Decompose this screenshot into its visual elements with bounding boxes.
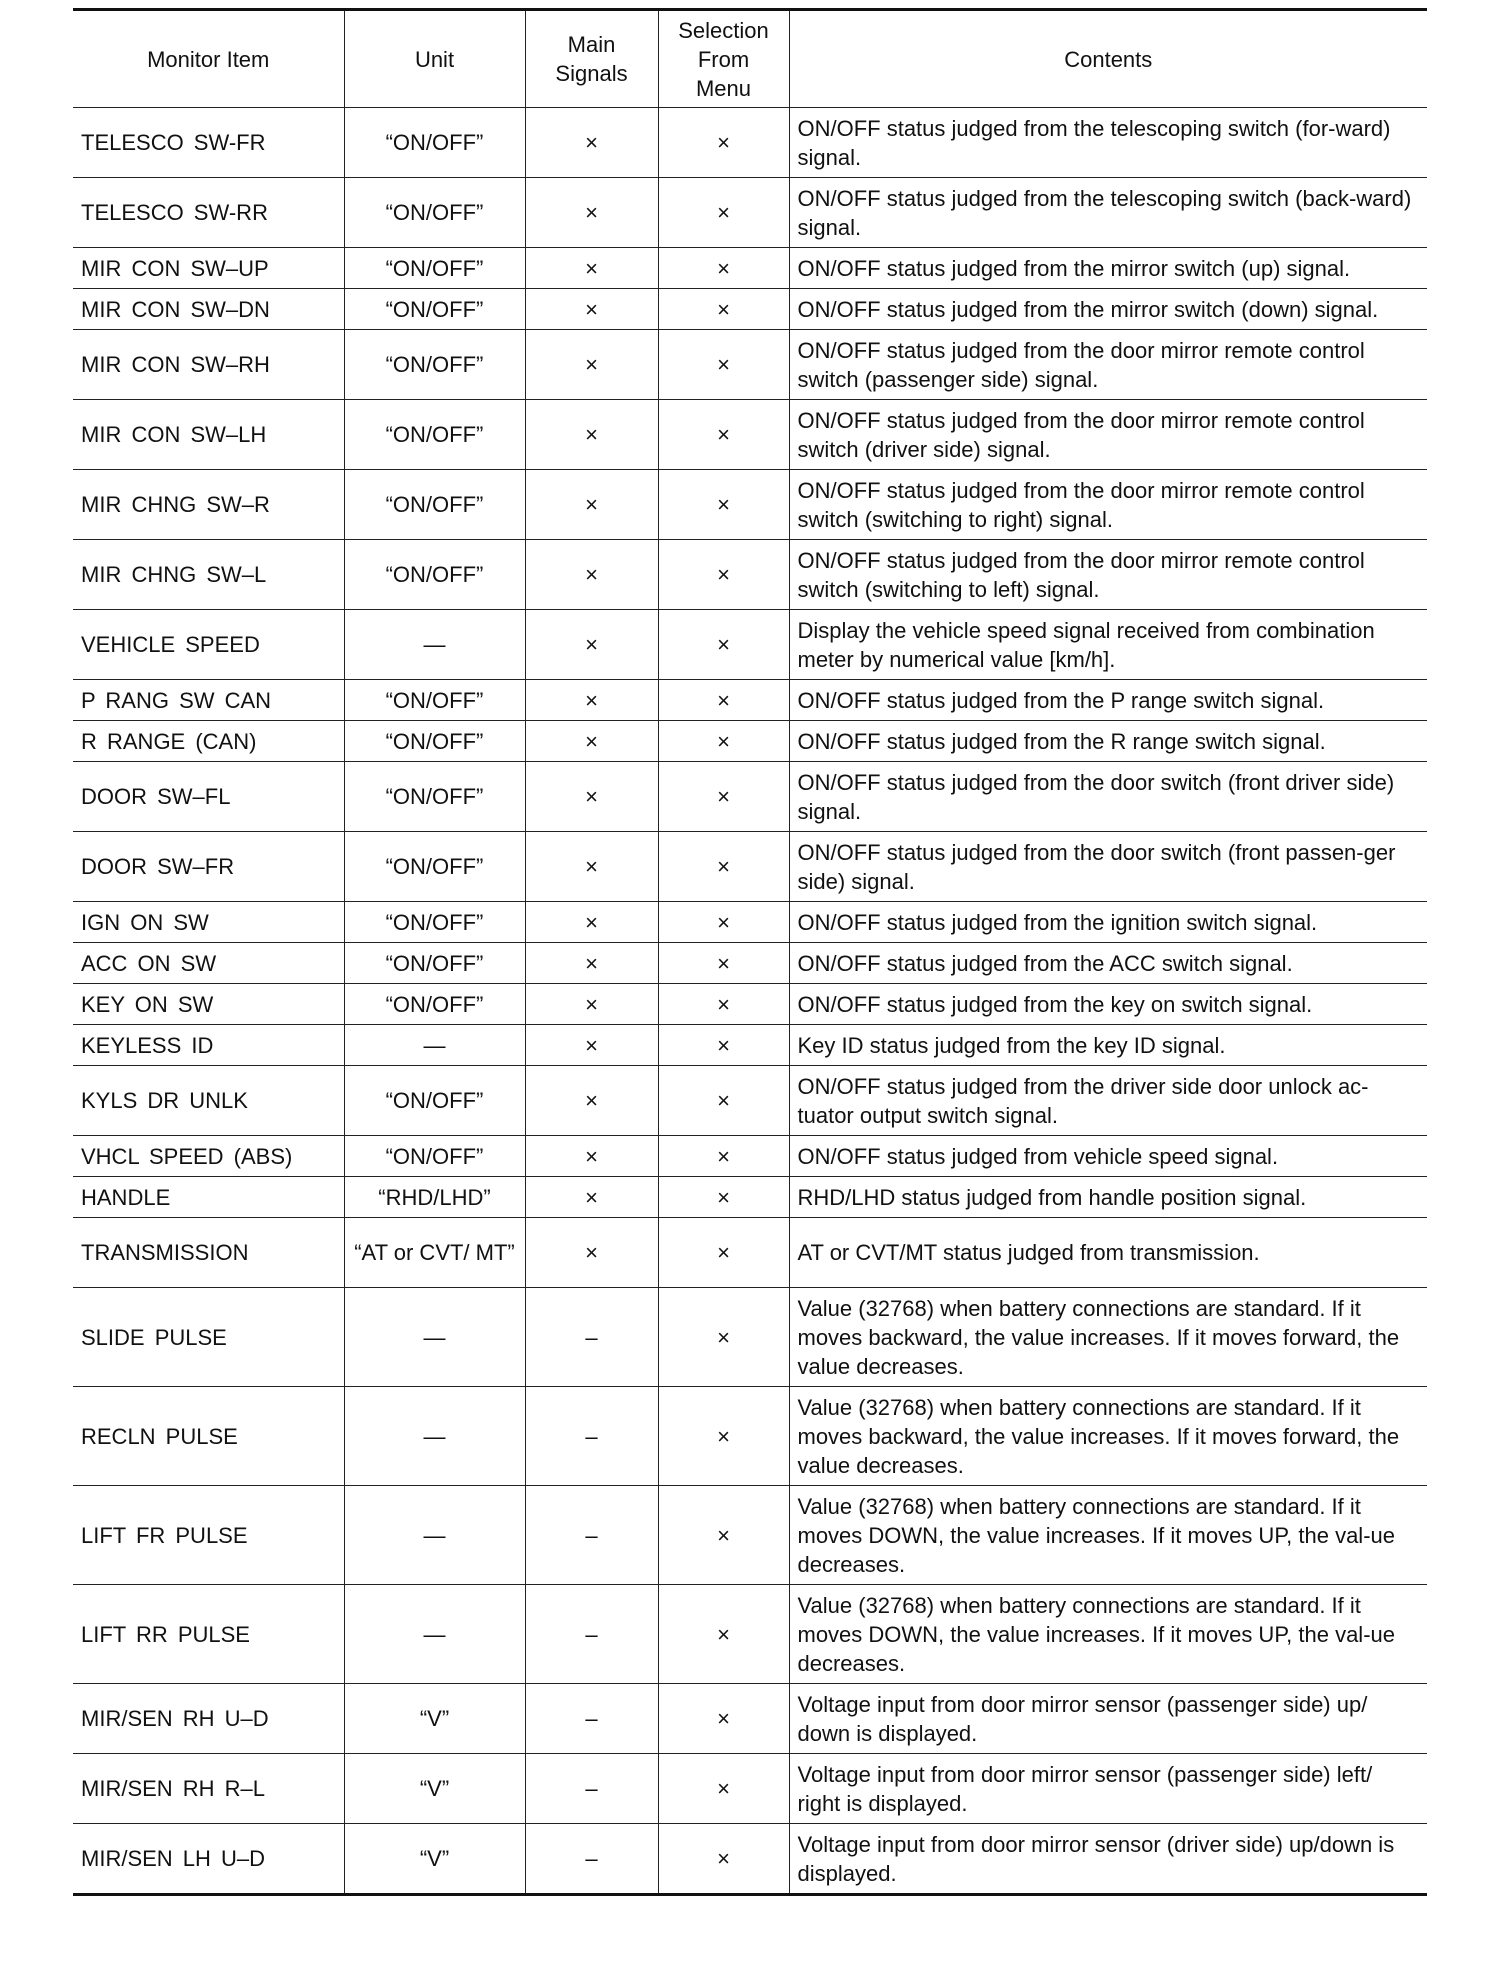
monitor-item-cell: KYLS DR UNLK <box>73 1066 344 1136</box>
main-signals-cell: × <box>525 540 658 610</box>
main-signals-cell: × <box>525 1177 658 1218</box>
selection-from-menu-cell: × <box>658 330 789 400</box>
main-signals-cell: × <box>525 108 658 178</box>
main-signals-cell: × <box>525 680 658 721</box>
contents-cell: RHD/LHD status judged from handle position signal. <box>789 1177 1427 1218</box>
main-signals-cell: × <box>525 610 658 680</box>
main-signals-cell: × <box>525 178 658 248</box>
monitor-item-cell: VEHICLE SPEED <box>73 610 344 680</box>
selection-from-menu-cell: × <box>658 470 789 540</box>
contents-cell: ON/OFF status judged from the ignition switch signal. <box>789 902 1427 943</box>
unit-cell: — <box>344 1387 525 1486</box>
contents-cell: Voltage input from door mirror sensor (passenger side) up/ down is displayed. <box>789 1684 1427 1754</box>
monitor-item-cell: IGN ON SW <box>73 902 344 943</box>
monitor-item-cell: DOOR SW–FL <box>73 762 344 832</box>
selection-from-menu-cell: × <box>658 1288 789 1387</box>
contents-cell: AT or CVT/MT status judged from transmission. <box>789 1218 1427 1288</box>
table-row <box>73 902 1427 943</box>
monitor-item-cell: SLIDE PULSE <box>73 1288 344 1387</box>
selection-from-menu-cell: × <box>658 1136 789 1177</box>
unit-cell: “V” <box>344 1754 525 1824</box>
unit-cell: “ON/OFF” <box>344 289 525 330</box>
main-signals-cell: – <box>525 1288 658 1387</box>
header-selection-line2: From <box>697 46 750 72</box>
contents-cell: ON/OFF status judged from the door mirror remote control switch (driver side) signal. <box>789 400 1427 470</box>
selection-from-menu-cell: × <box>658 1585 789 1684</box>
main-signals-cell: – <box>525 1387 658 1486</box>
header-unit: Unit <box>344 10 525 108</box>
main-signals-cell: × <box>525 762 658 832</box>
unit-cell: “ON/OFF” <box>344 680 525 721</box>
table-row <box>73 680 1427 721</box>
monitor-item-cell: RECLN PULSE <box>73 1387 344 1486</box>
selection-from-menu-cell: × <box>658 1387 789 1486</box>
table-row <box>73 1387 1427 1486</box>
selection-from-menu-cell: × <box>658 1824 789 1895</box>
contents-cell: Value (32768) when battery connections are standard. If it moves backward, the value increases. If it moves forward, the value decreases. <box>789 1288 1427 1387</box>
monitor-item-cell: P RANG SW CAN <box>73 680 344 721</box>
unit-cell: “ON/OFF” <box>344 984 525 1025</box>
selection-from-menu-cell: × <box>658 1025 789 1066</box>
unit-cell: “ON/OFF” <box>344 762 525 832</box>
table-body <box>73 108 1427 1895</box>
selection-from-menu-cell: × <box>658 248 789 289</box>
table-row <box>73 832 1427 902</box>
main-signals-cell: × <box>525 984 658 1025</box>
selection-from-menu-cell: × <box>658 178 789 248</box>
selection-from-menu-cell: × <box>658 762 789 832</box>
unit-cell: — <box>344 1486 525 1585</box>
unit-cell: “V” <box>344 1824 525 1895</box>
contents-cell: Value (32768) when battery connections are standard. If it moves DOWN, the value increases. If it moves UP, the val-ue decreases. <box>789 1585 1427 1684</box>
header-main-signals-line2: Signals <box>555 61 628 86</box>
selection-from-menu-cell: × <box>658 1684 789 1754</box>
header-selection-line1: Selection <box>678 17 769 43</box>
unit-cell: — <box>344 610 525 680</box>
contents-cell: Display the vehicle speed signal received from combination meter by numerical value [km/h]. <box>789 610 1427 680</box>
unit-cell: “ON/OFF” <box>344 721 525 762</box>
table-row <box>73 984 1427 1025</box>
contents-cell: Value (32768) when battery connections are standard. If it moves DOWN, the value increases. If it moves UP, the val-ue decreases. <box>789 1486 1427 1585</box>
monitor-item-cell: MIR/SEN RH U–D <box>73 1684 344 1754</box>
contents-cell: ON/OFF status judged from the door mirror remote control switch (switching to left) signal. <box>789 540 1427 610</box>
contents-cell: ON/OFF status judged from the mirror switch (down) signal. <box>789 289 1427 330</box>
monitor-item-cell: MIR CHNG SW–L <box>73 540 344 610</box>
monitor-item-cell: MIR CON SW–RH <box>73 330 344 400</box>
table-row <box>73 1684 1427 1754</box>
monitor-item-cell: KEYLESS ID <box>73 1025 344 1066</box>
monitor-item-cell: VHCL SPEED (ABS) <box>73 1136 344 1177</box>
table-row <box>73 1218 1427 1288</box>
unit-cell: “ON/OFF” <box>344 470 525 540</box>
table-row <box>73 1585 1427 1684</box>
monitor-item-cell: LIFT FR PULSE <box>73 1486 344 1585</box>
table-row <box>73 1486 1427 1585</box>
table-row <box>73 178 1427 248</box>
selection-from-menu-cell: × <box>658 902 789 943</box>
main-signals-cell: – <box>525 1486 658 1585</box>
selection-from-menu-cell: × <box>658 1177 789 1218</box>
main-signals-cell: – <box>525 1824 658 1895</box>
contents-cell: Value (32768) when battery connections are standard. If it moves backward, the value increases. If it moves forward, the value decreases. <box>789 1387 1427 1486</box>
contents-cell: ON/OFF status judged from the door mirror remote control switch (passenger side) signal. <box>789 330 1427 400</box>
monitor-item-cell: MIR CON SW–UP <box>73 248 344 289</box>
main-signals-cell: × <box>525 1136 658 1177</box>
table-row <box>73 762 1427 832</box>
monitor-item-cell: TELESCO SW-RR <box>73 178 344 248</box>
table-row <box>73 1136 1427 1177</box>
table-row <box>73 1754 1427 1824</box>
contents-cell: ON/OFF status judged from the door mirror remote control switch (switching to right) signal. <box>789 470 1427 540</box>
selection-from-menu-cell: × <box>658 400 789 470</box>
contents-cell: Voltage input from door mirror sensor (passenger side) left/ right is displayed. <box>789 1754 1427 1824</box>
contents-cell: Voltage input from door mirror sensor (driver side) up/down is displayed. <box>789 1824 1427 1895</box>
contents-cell: Key ID status judged from the key ID signal. <box>789 1025 1427 1066</box>
main-signals-cell: × <box>525 289 658 330</box>
selection-from-menu-cell: × <box>658 540 789 610</box>
monitor-item-cell: TRANSMISSION <box>73 1218 344 1288</box>
table-row <box>73 248 1427 289</box>
contents-cell: ON/OFF status judged from the telescoping switch (for-ward) signal. <box>789 108 1427 178</box>
monitor-item-cell: MIR CON SW–DN <box>73 289 344 330</box>
table-row <box>73 108 1427 178</box>
contents-cell: ON/OFF status judged from the door switch (front passen-ger side) signal. <box>789 832 1427 902</box>
monitor-item-cell: R RANGE (CAN) <box>73 721 344 762</box>
contents-cell: ON/OFF status judged from the mirror switch (up) signal. <box>789 248 1427 289</box>
header-main-signals-line1: Main <box>567 32 616 57</box>
unit-cell: “AT or CVT/ MT” <box>344 1218 525 1288</box>
main-signals-cell: × <box>525 1218 658 1288</box>
table-row <box>73 1288 1427 1387</box>
monitor-item-table <box>73 8 1427 1896</box>
unit-cell: “ON/OFF” <box>344 108 525 178</box>
contents-cell: ON/OFF status judged from vehicle speed signal. <box>789 1136 1427 1177</box>
contents-cell: ON/OFF status judged from the R range switch signal. <box>789 721 1427 762</box>
unit-cell: “ON/OFF” <box>344 832 525 902</box>
contents-cell: ON/OFF status judged from the key on switch signal. <box>789 984 1427 1025</box>
unit-cell: “RHD/LHD” <box>344 1177 525 1218</box>
monitor-item-cell: MIR/SEN RH R–L <box>73 1754 344 1824</box>
contents-cell: ON/OFF status judged from the driver side door unlock ac-tuator output switch signal. <box>789 1066 1427 1136</box>
header-selection-line3: Menu <box>695 75 752 101</box>
selection-from-menu-cell: × <box>658 984 789 1025</box>
unit-cell: “ON/OFF” <box>344 943 525 984</box>
table-row <box>73 943 1427 984</box>
unit-cell: “ON/OFF” <box>344 178 525 248</box>
monitor-item-cell: LIFT RR PULSE <box>73 1585 344 1684</box>
contents-cell: ON/OFF status judged from the P range switch signal. <box>789 680 1427 721</box>
main-signals-cell: × <box>525 1025 658 1066</box>
main-signals-cell: × <box>525 400 658 470</box>
main-signals-cell: – <box>525 1585 658 1684</box>
unit-cell: — <box>344 1025 525 1066</box>
selection-from-menu-cell: × <box>658 1754 789 1824</box>
selection-from-menu-cell: × <box>658 289 789 330</box>
header-selection-from-menu <box>658 10 789 108</box>
main-signals-cell: × <box>525 470 658 540</box>
monitor-item-cell: DOOR SW–FR <box>73 832 344 902</box>
table-row <box>73 1177 1427 1218</box>
monitor-item-cell: HANDLE <box>73 1177 344 1218</box>
monitor-item-cell: ACC ON SW <box>73 943 344 984</box>
header-monitor-item: Monitor Item <box>73 10 344 108</box>
unit-cell: “ON/OFF” <box>344 248 525 289</box>
unit-cell: — <box>344 1585 525 1684</box>
unit-cell: — <box>344 1288 525 1387</box>
selection-from-menu-cell: × <box>658 1066 789 1136</box>
table-header-row <box>73 10 1427 108</box>
unit-cell: “ON/OFF” <box>344 902 525 943</box>
table-row <box>73 400 1427 470</box>
monitor-item-cell: MIR/SEN LH U–D <box>73 1824 344 1895</box>
table-row <box>73 1066 1427 1136</box>
unit-cell: “ON/OFF” <box>344 330 525 400</box>
unit-cell: “ON/OFF” <box>344 400 525 470</box>
table-row <box>73 540 1427 610</box>
main-signals-cell: × <box>525 832 658 902</box>
selection-from-menu-cell: × <box>658 943 789 984</box>
unit-cell: “ON/OFF” <box>344 1136 525 1177</box>
monitor-item-cell: TELESCO SW-FR <box>73 108 344 178</box>
selection-from-menu-cell: × <box>658 680 789 721</box>
main-signals-cell: – <box>525 1684 658 1754</box>
table-row <box>73 1025 1427 1066</box>
selection-from-menu-cell: × <box>658 1218 789 1288</box>
main-signals-cell: × <box>525 721 658 762</box>
table-row <box>73 289 1427 330</box>
table-row <box>73 470 1427 540</box>
contents-cell: ON/OFF status judged from the telescoping switch (back-ward) signal. <box>789 178 1427 248</box>
table-row <box>73 330 1427 400</box>
contents-cell: ON/OFF status judged from the door switch (front driver side) signal. <box>789 762 1427 832</box>
monitor-item-cell: MIR CHNG SW–R <box>73 470 344 540</box>
main-signals-cell: – <box>525 1754 658 1824</box>
selection-from-menu-cell: × <box>658 721 789 762</box>
unit-cell: “ON/OFF” <box>344 1066 525 1136</box>
table-row <box>73 721 1427 762</box>
main-signals-cell: × <box>525 943 658 984</box>
table-row <box>73 610 1427 680</box>
header-contents: Contents <box>789 10 1427 108</box>
header-main-signals <box>525 10 658 108</box>
monitor-item-cell: KEY ON SW <box>73 984 344 1025</box>
unit-cell: “V” <box>344 1684 525 1754</box>
monitor-item-cell: MIR CON SW–LH <box>73 400 344 470</box>
main-signals-cell: × <box>525 902 658 943</box>
contents-cell: ON/OFF status judged from the ACC switch signal. <box>789 943 1427 984</box>
selection-from-menu-cell: × <box>658 1486 789 1585</box>
selection-from-menu-cell: × <box>658 108 789 178</box>
unit-cell: “ON/OFF” <box>344 540 525 610</box>
main-signals-cell: × <box>525 1066 658 1136</box>
selection-from-menu-cell: × <box>658 610 789 680</box>
table-row <box>73 1824 1427 1895</box>
main-signals-cell: × <box>525 248 658 289</box>
main-signals-cell: × <box>525 330 658 400</box>
selection-from-menu-cell: × <box>658 832 789 902</box>
